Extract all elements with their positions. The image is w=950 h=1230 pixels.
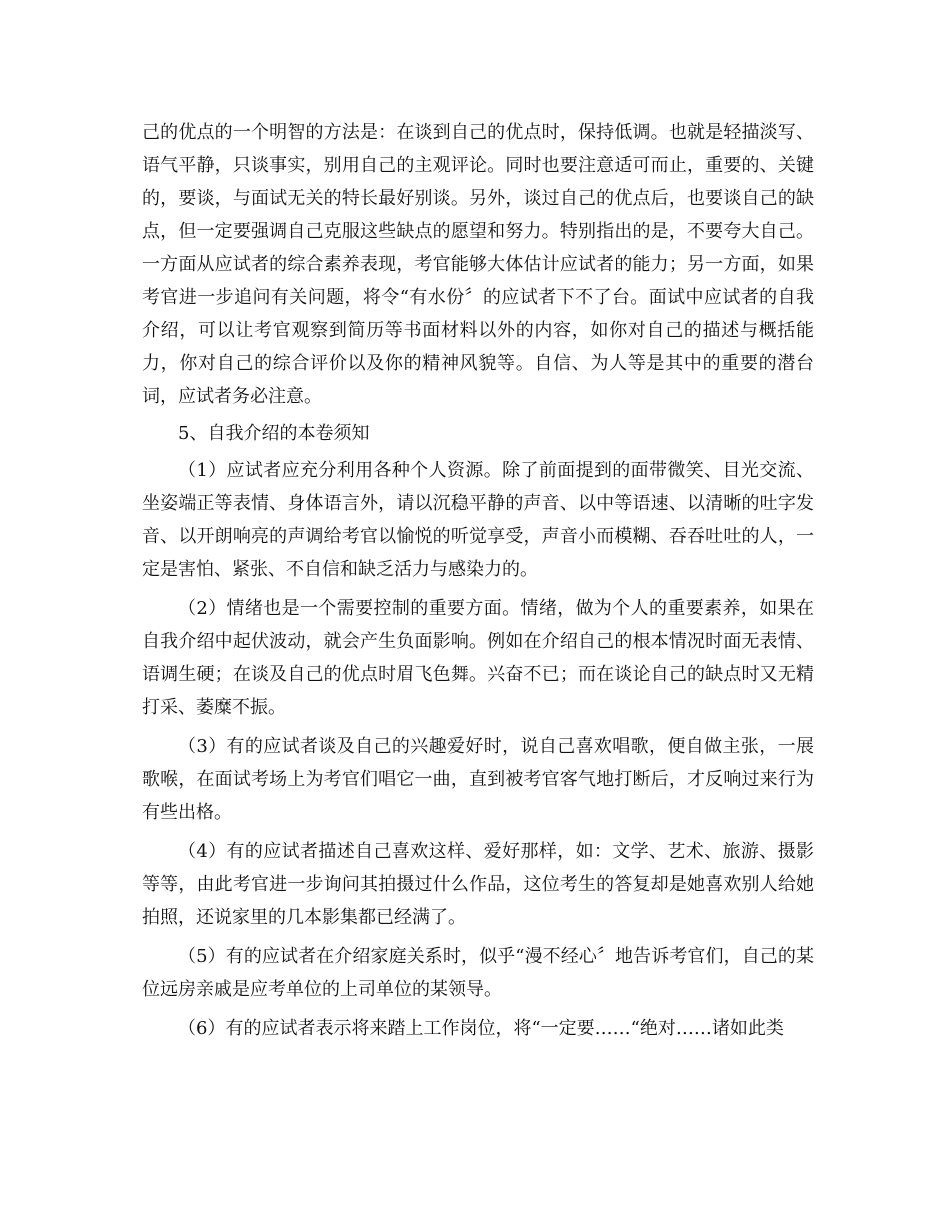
section-heading-notes: 5、自我介绍的本卷须知: [178, 423, 370, 444]
paragraph-note-1: （1）应试者应充分利用各种个人资源。除了前面提到的面带微笑、目光交流、坐姿端正等表情、身体语言外，请以沉稳平静的声音、以中等语速、以清晰的吐字发音、以开朗响亮的声调给考官以愉悦的听觉享受，声音小而模糊、吞吞吐吐的人，一定是害怕、紧张、不自信和缺乏活力与感染力的。: [142, 460, 814, 580]
paragraph-note-6: （6）有的应试者表示将来踏上工作岗位，将“一定要……“绝对……诸如此类: [178, 1018, 784, 1039]
paragraph-note-5: （5）有的应试者在介绍家庭关系时，似乎“漫不经心〞地告诉考官们，自己的某位远房亲戚是应考单位的上司单位的某领导。: [142, 946, 814, 1000]
paragraph-note-2: （2）情绪也是一个需要控制的重要方面。情绪，做为个人的重要素养，如果在自我介绍中起伏波动，就会产生负面影响。例如在介绍自己的根本情况时面无表情、语调生硬；在谈及自己的优点时眉飞色舞。兴奋不已；而在谈论自己的缺点时又无精打采、萎糜不振。: [142, 598, 814, 718]
document-body: [142, 116, 814, 1045]
paragraph-note-3: （3）有的应试者谈及自己的兴趣爱好时，说自己喜欢唱歌，便自做主张，一展歌喉，在面试考场上为考官们唱它一曲，直到被考官客气地打断后，才反响过来行为有些出格。: [142, 736, 814, 823]
paragraph-continuation: 己的优点的一个明智的方法是：在谈到自己的优点时，保持低调。也就是轻描淡写、语气平静，只谈事实，别用自己的主观评论。同时也要注意适可而止，重要的、关键的，要谈，与面试无关的特长最好别谈。另外，谈过自己的优点后，也要谈自己的缺点，但一定要强调自己克服这些缺点的愿望和努力。特别指出的是，不要夸大自己。一方面从应试者的综合素养表现，考官能够大体估计应试者的能力；另一方面，如果考官进一步追问有关问题，将令“有水份〞的应试者下不了台。面试中应试者的自我介绍，可以让考官观察到简历等书面材料以外的内容，如你对自己的描述与概括能力，你对自己的综合评价以及你的精神风貌等。自信、为人等是其中的重要的潜台词，应试者务必注意。: [142, 122, 814, 407]
paragraph-note-4: （4）有的应试者描述自己喜欢这样、爱好那样，如：文学、艺术、旅游、摄影等等，由此考官进一步询问其拍摄过什么作品，这位考生的答复却是她喜欢别人给她拍照，还说家里的几本影集都已经满了。: [142, 841, 814, 928]
